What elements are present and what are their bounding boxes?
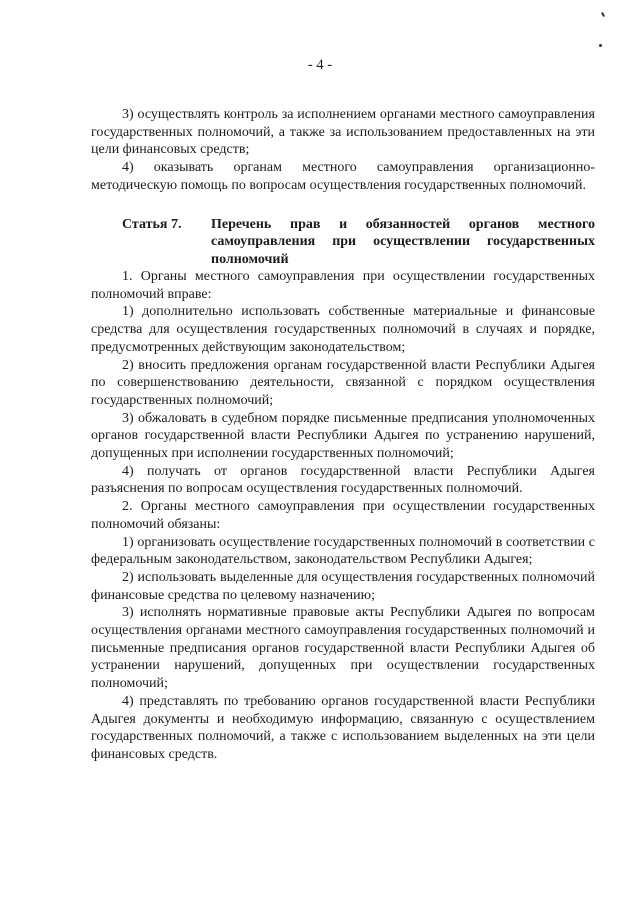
- paragraph: 1) организовать осуществление государственных полномочий в соответствии с федеральным законодательством, законодательством Республики Адыгея;: [91, 534, 595, 568]
- paragraph: 3) осуществлять контроль за исполнением органами местного самоуправления государственных полномочий, а также за использованием предоставленных на эти цели финансовых средств;: [91, 107, 595, 158]
- paragraph: 2) использовать выделенные для осуществления государственных полномочий финансовые средства по целевому назначению;: [91, 569, 595, 603]
- scan-mark: [599, 44, 602, 47]
- page-number: - 4 -: [307, 57, 333, 73]
- paragraph: 2) вносить предложения органам государственной власти Республики Адыгея по совершенствованию деятельности, связанной с порядком осуществления государственных полномочий;: [91, 357, 595, 408]
- paragraph: 3) обжаловать в судебном порядке письменные предписания уполномоченных органов государственной власти Республики Адыгея по устранению нарушений, допущенных при исполнении государственных полномочий;: [91, 410, 595, 462]
- paragraph: 3) исполнять нормативные правовые акты Республики Адыгея по вопросам осуществления органами местного самоуправления государственных полномочий и письменные предписания органов государственной власти Республики Адыгея об устранении нарушений, допущенных при осуществлении государственных полномочий;: [91, 605, 595, 692]
- article-heading: [91, 216, 595, 269]
- paragraph: 4) представлять по требованию органов государственной власти Республики Адыгея документы и необходимую информацию, связанную с осуществлением государственных полномочий, а также с использованием выделенных на эти цели финансовых средств.: [91, 693, 595, 762]
- paragraph: 1. Органы местного самоуправления при осуществлении государственных полномочий вправе:: [91, 269, 595, 302]
- paragraph: 4) получать от органов государственной власти Республики Адыгея разъяснения по вопросам осуществления государственных полномочий.: [91, 463, 595, 497]
- paragraph: 2. Органы местного самоуправления при осуществлении государственных полномочий обязаны:: [91, 499, 595, 532]
- document-body: [91, 106, 595, 764]
- article-title: Перечень прав и обязанностей органов местного самоуправления при осуществлении государственных полномочий: [211, 216, 595, 267]
- paragraph: 4) оказывать органам местного самоуправления организационно-методическую помощь по вопросам осуществления государственных полномочий.: [91, 160, 595, 193]
- scan-mark: [601, 12, 605, 17]
- article-number: Статья 7.: [122, 216, 182, 232]
- paragraph: 1) дополнительно использовать собственные материальные и финансовые средства для осуществления государственных полномочий в случаях и порядке, предусмотренных действующим законодательством;: [91, 304, 595, 355]
